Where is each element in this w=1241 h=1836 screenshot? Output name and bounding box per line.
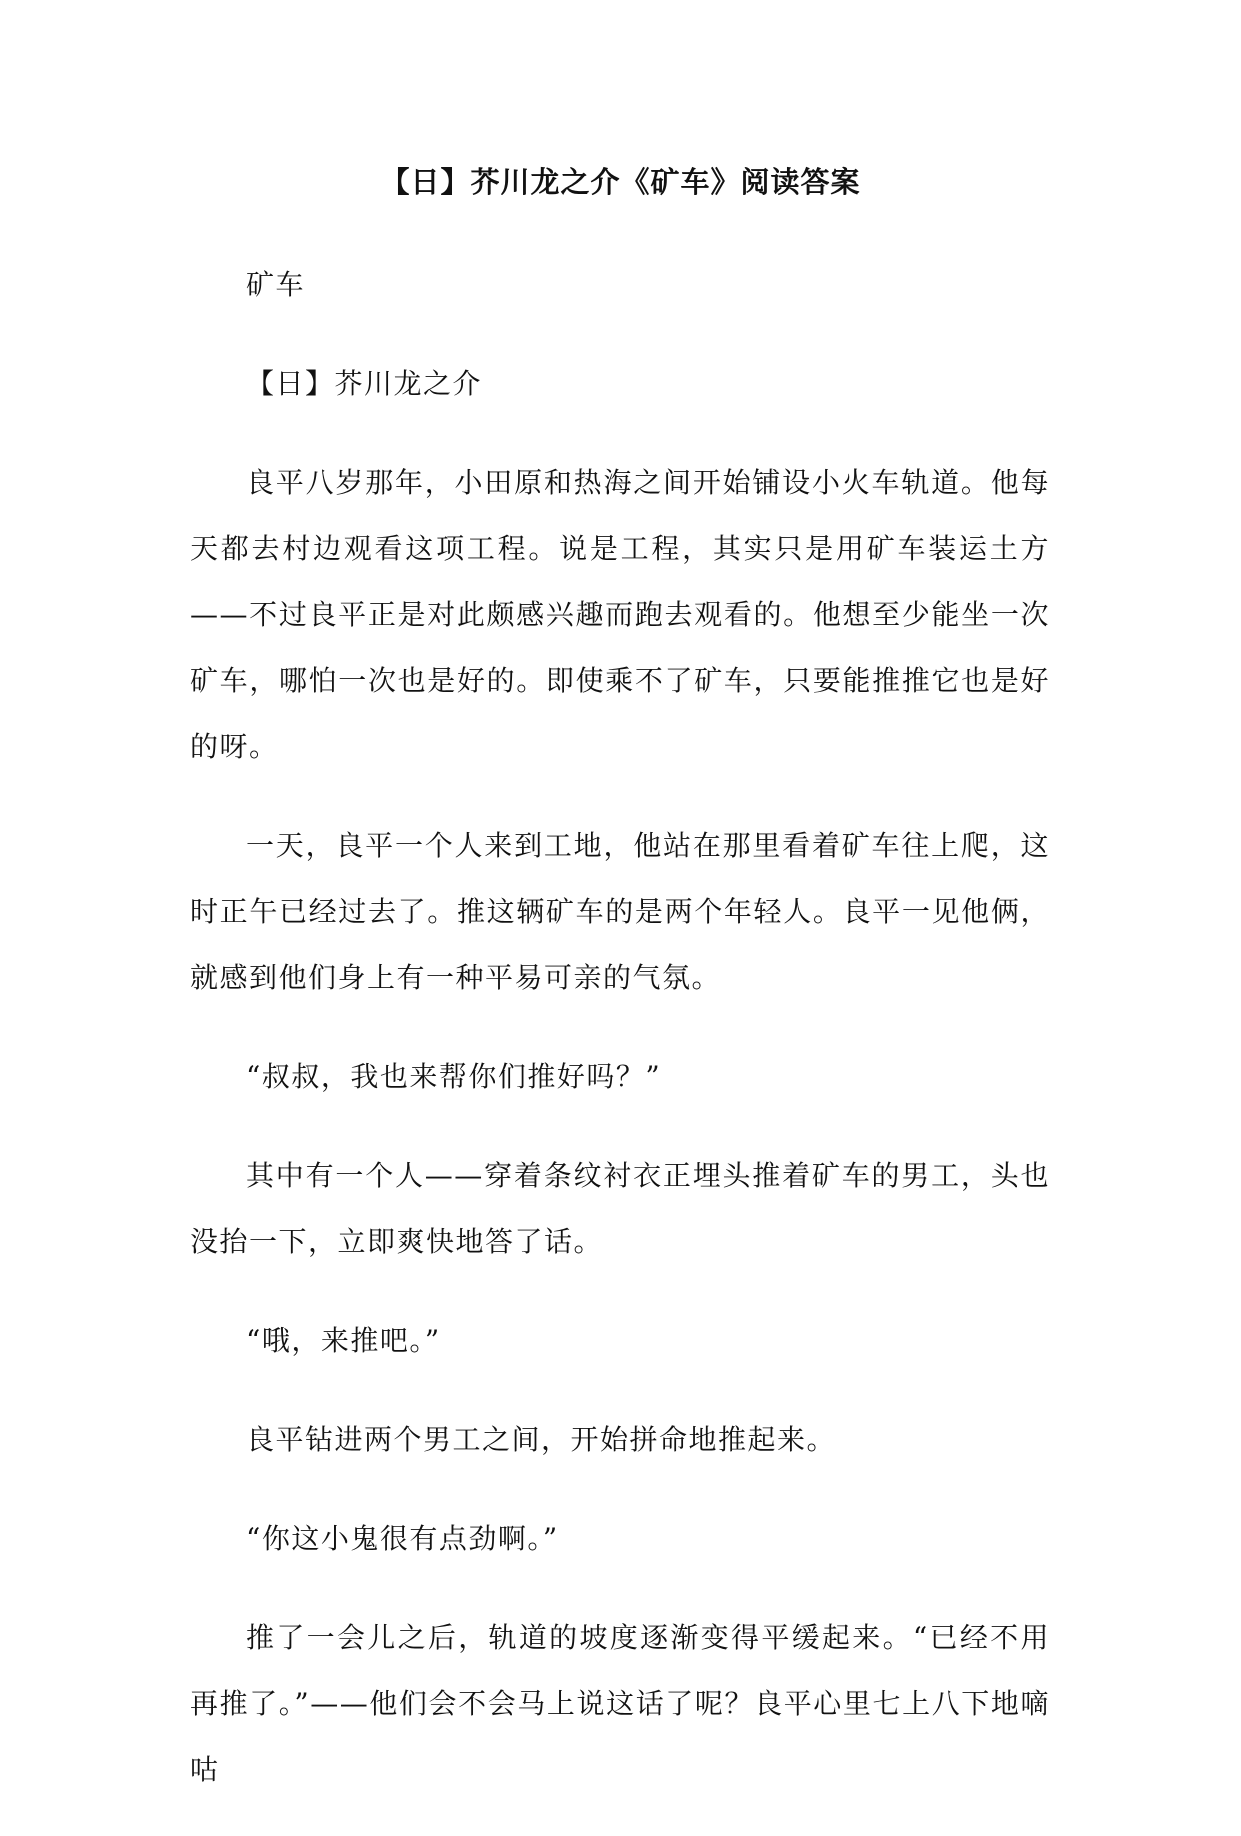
paragraph: “哦，来推吧。” — [246, 1324, 441, 1357]
paragraph: “你这小鬼很有点劲啊。” — [246, 1522, 559, 1555]
paragraph: 良平钻进两个男工之间，开始拼命地推起来。 — [246, 1423, 837, 1456]
paragraph-author: 【日】芥川龙之介 — [246, 367, 483, 400]
paragraph-subtitle: 矿车 — [246, 268, 306, 301]
paragraph: 良平八岁那年，小田原和热海之间开始铺设小火车轨道。他每天都去村边观看这项工程。说是工程，其实只是用矿车装运土方——不过良平正是对此颇感兴趣而跑去观看的。他想至少能坐一次矿车，哪怕一次也是好的。即使乘不了矿车，只要能推推它也是好的呀。 — [190, 466, 1050, 763]
paragraph: “叔叔，我也来帮你们推好吗？” — [246, 1060, 662, 1093]
paragraph: 其中有一个人——穿着条纹衬衣正埋头推着矿车的男工，头也没抬一下，立即爽快地答了话。 — [190, 1159, 1050, 1258]
paragraph: 推了一会儿之后，轨道的坡度逐渐变得平缓起来。“已经不用再推了。”——他们会不会马上说这话了呢？良平心里七上八下地嘀咕 — [190, 1621, 1050, 1786]
document-title: 【日】芥川龙之介《矿车》阅读答案 — [380, 165, 861, 199]
document-body — [190, 252, 1050, 1836]
paragraph: 一天，良平一个人来到工地，他站在那里看着矿车往上爬，这时正午已经过去了。推这辆矿车的是两个年轻人。良平一见他俩，就感到他们身上有一种平易可亲的气氛。 — [190, 829, 1050, 994]
